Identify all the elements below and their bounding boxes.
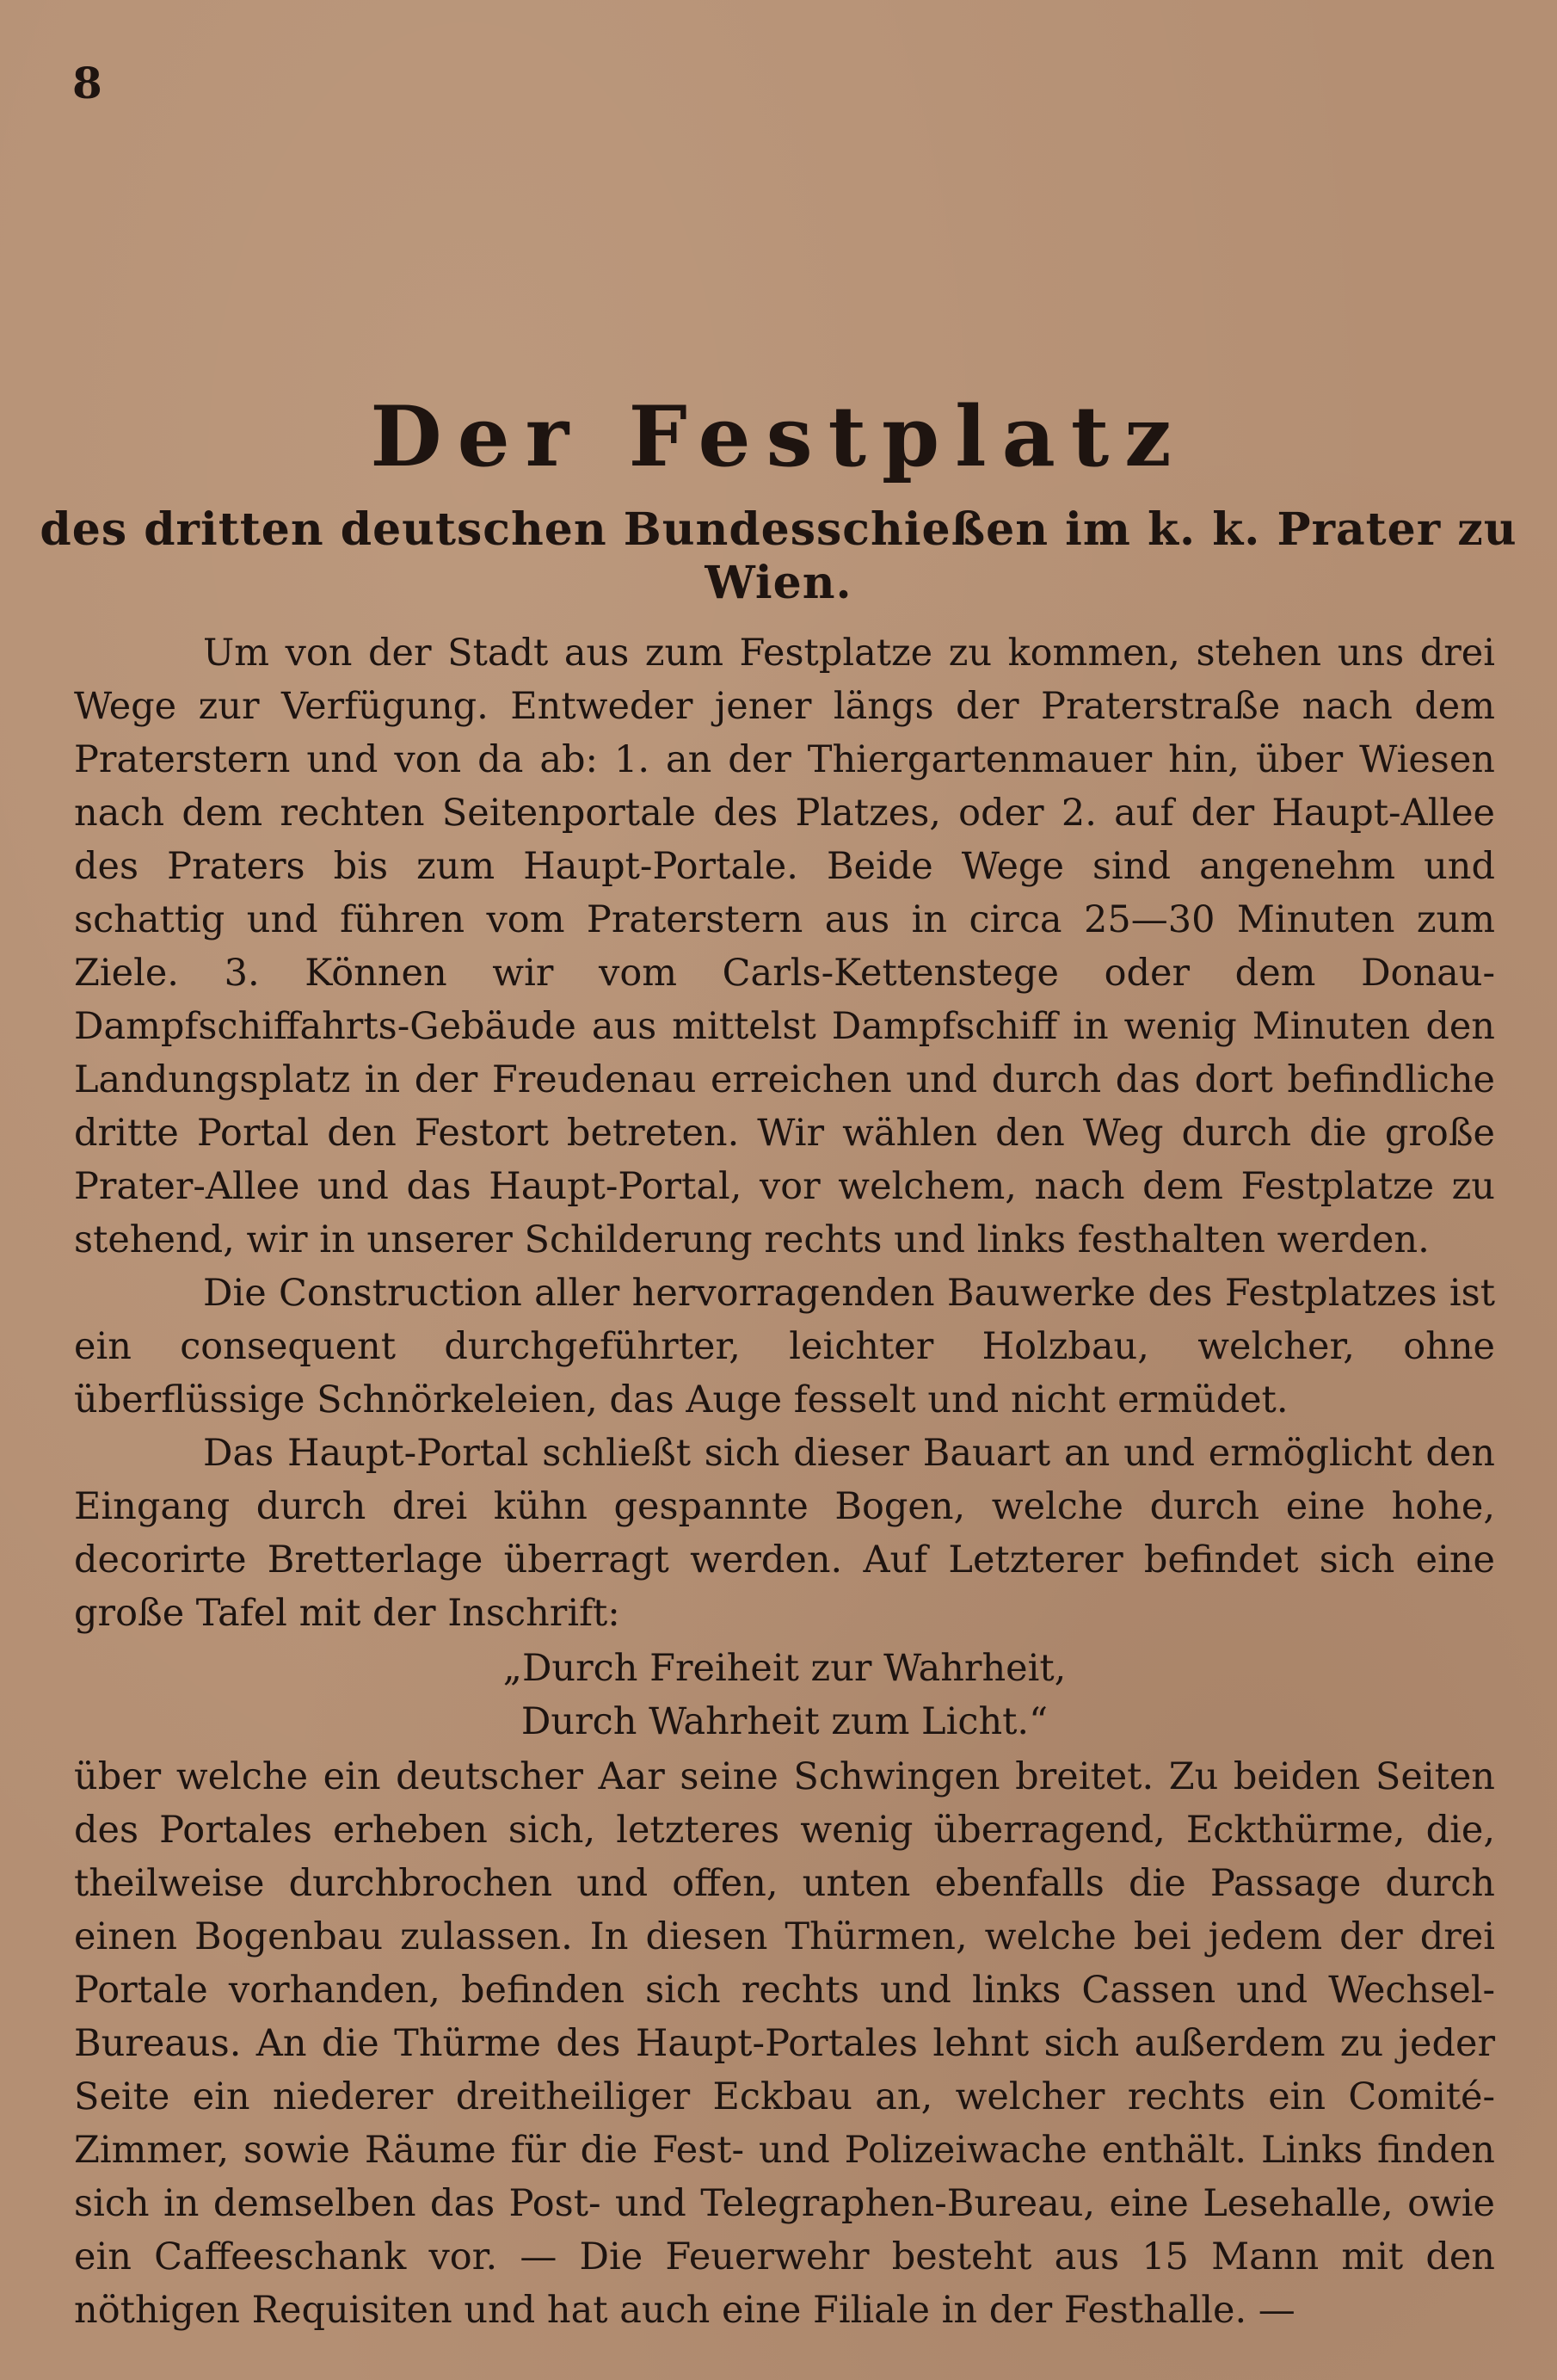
page-number: 8 [72, 58, 102, 108]
page-subtitle: des dritten deutschen Bundesschießen im k. k. Prater zu Wien. [40, 503, 1517, 610]
paragraph-main-portal: Das Haupt-Portal schließt sich dieser Bauart an und ermöglicht den Eingang durch drei kühn gespannte Bogen, welche durch eine hohe, decorirte Bretterlage überragt werden. Auf Letzterer befindet sich eine große Tafel mit der Inschrift: [74, 1432, 1495, 1635]
body-text [74, 626, 1495, 2337]
paragraph-towers: über welche ein deutscher Aar seine Schwingen breitet. Zu beiden Seiten des Portales erheben sich, letzteres wenig überragend, Eckthürme, die, theilweise durchbrochen und offen, unten ebenfalls die Passage durch einen Bogenbau zulassen. In diesen Thürmen, welche bei jedem der drei Portale vorhanden, befinden sich rechts und links Cassen und Wechsel-Bureaus. An die Thürme des Haupt-Portales lehnt sich außerdem zu jeder Seite ein niederer dreitheiliger Eckbau an, welcher rechts ein Comité-Zimmer, sowie Räume für die Fest- und Polizeiwache enthält. Links finden sich in demselben das Post- und Telegraphen-Bureau, eine Lesehalle, owie ein Caffeeschank vor. — Die Feuerwehr besteht aus 15 Mann mit den nöthigen Requisiten und hat auch eine Filiale in der Festhalle. — [74, 1755, 1495, 2332]
paragraph-routes: Um von der Stadt aus zum Festplatze zu kommen, stehen uns drei Wege zur Verfügung. Entweder jener längs der Praterstraße nach dem Praterstern und von da ab: 1. an der Thiergartenmauer hin, über Wiesen nach dem rechten Seitenportale des Platzes, oder 2. auf der Haupt-Allee des Praters bis zum Haupt-Portale. Beide Wege sind angenehm und schattig und führen vom Praterstern aus in circa 25—30 Minuten zum Ziele. 3. Können wir vom Carls-Kettenstege oder dem Donau-Dampfschiffahrts-Gebäude aus mittelst Dampfschiff in wenig Minuten den Landungsplatz in der Freudenau erreichen und durch das dort befindliche dritte Portal den Festort betreten. Wir wählen den Weg durch die große Prater-Allee und das Haupt-Portal, vor welchem, nach dem Festplatze zu stehend, wir in unserer Schilderung rechts und links festhalten werden. [74, 632, 1495, 1261]
inscription-quote [74, 1642, 1495, 1748]
paragraph-construction: Die Construction aller hervorragenden Bauwerke des Festplatzes ist ein consequent durchgeführter, leichter Holzbau, welcher, ohne überflüssige Schnörkeleien, das Auge fesselt und nicht ermüdet. [74, 1272, 1495, 1421]
quote-line: Durch Wahrheit zum Licht.“ [520, 1700, 1049, 1743]
quote-line: „Durch Freiheit zur Wahrheit, [502, 1647, 1067, 1690]
page-title: Der Festplatz [370, 388, 1187, 485]
